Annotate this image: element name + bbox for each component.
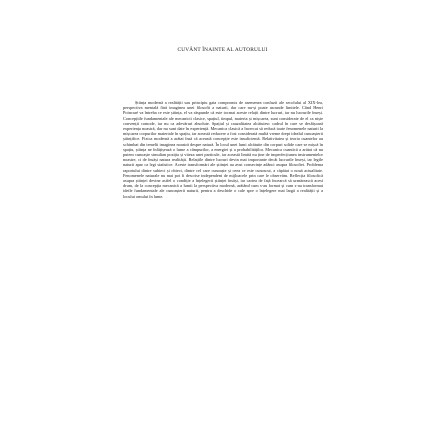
paragraph: Știința modernă a realității sau principiu gata compromis de asemenea confuzii ale secolului al XIX-lea, perspectiva mentală fără imaginea unei filosofii a naturii, dar care nu-și poate ascunde limitele. Când Henri Poincaré va întreba ce este știința, el va răspunde că este tocmai aceste relații dintre lucruri, iar nu lucrurile înseși. Concepțiile fundamentale ale mecanicii clasice, spațiul, timpul, materia și mișcarea, sunt considerate de el ca niște convenții comode, iar nu ca adevăruri absolute. Spațiul și cauzalitatea alcătuiesc cadrul în care se desfășoară experiența noastră, dar nu sunt date în experiență. Mecanica clasică a încercat să reducă toate fenomenele naturii la mișcarea corpurilor materiale în spațiu, iar această reducere a fost considerată multă vreme drept idealul cunoașterii științifice. Fizica modernă a arătat însă că această concepție este insuficientă. Relativitatea și teoria cuantelor au schimbat din temelii imaginea noastră despre natură. În locul unei lumi alcătuite din corpuri solide care se mișcă în spațiu, știința ne înfățișează o lume a câmpurilor, a energiei și a probabilităților. Mecanica cuantică a arătat că nu putem cunoaște simultan poziția și viteza unei particule, iar această limită nu ține de imperfecțiunea instrumentelor noastre, ci de însăși natura realității. Relațiile dintre lucruri devin mai importante decât lucrurile înseși, iar legile naturii apar ca legi statistice. Aceste transformări ale științei au avut consecințe adânci asupra filosofiei. Problema raportului dintre subiect și obiect, dintre cel care cunoaște și ceea ce este cunoscut, a căpătat o nouă actualitate. Fenomenele naturale nu mai pot fi descrise independent de mijloacele prin care le observăm. Reflecția filosofică asupra științei devine astfel o condiție a înțelegerii științei însăși, iar cartea de față încearcă să urmărească acest drum, de la concepția mecanică a lumii la perspectiva modernă, arătând cum s-au format și cum s-au transformat ideile fundamentale ale cunoașterii naturii, pentru a deschide o cale spre o înțelegere mai largă a realității și a locului omului în lume. (123, 100, 323, 199)
body-text (123, 100, 323, 384)
page-title: CUVÂNT ÎNAINTE AL AUTORULUI (177, 47, 268, 53)
